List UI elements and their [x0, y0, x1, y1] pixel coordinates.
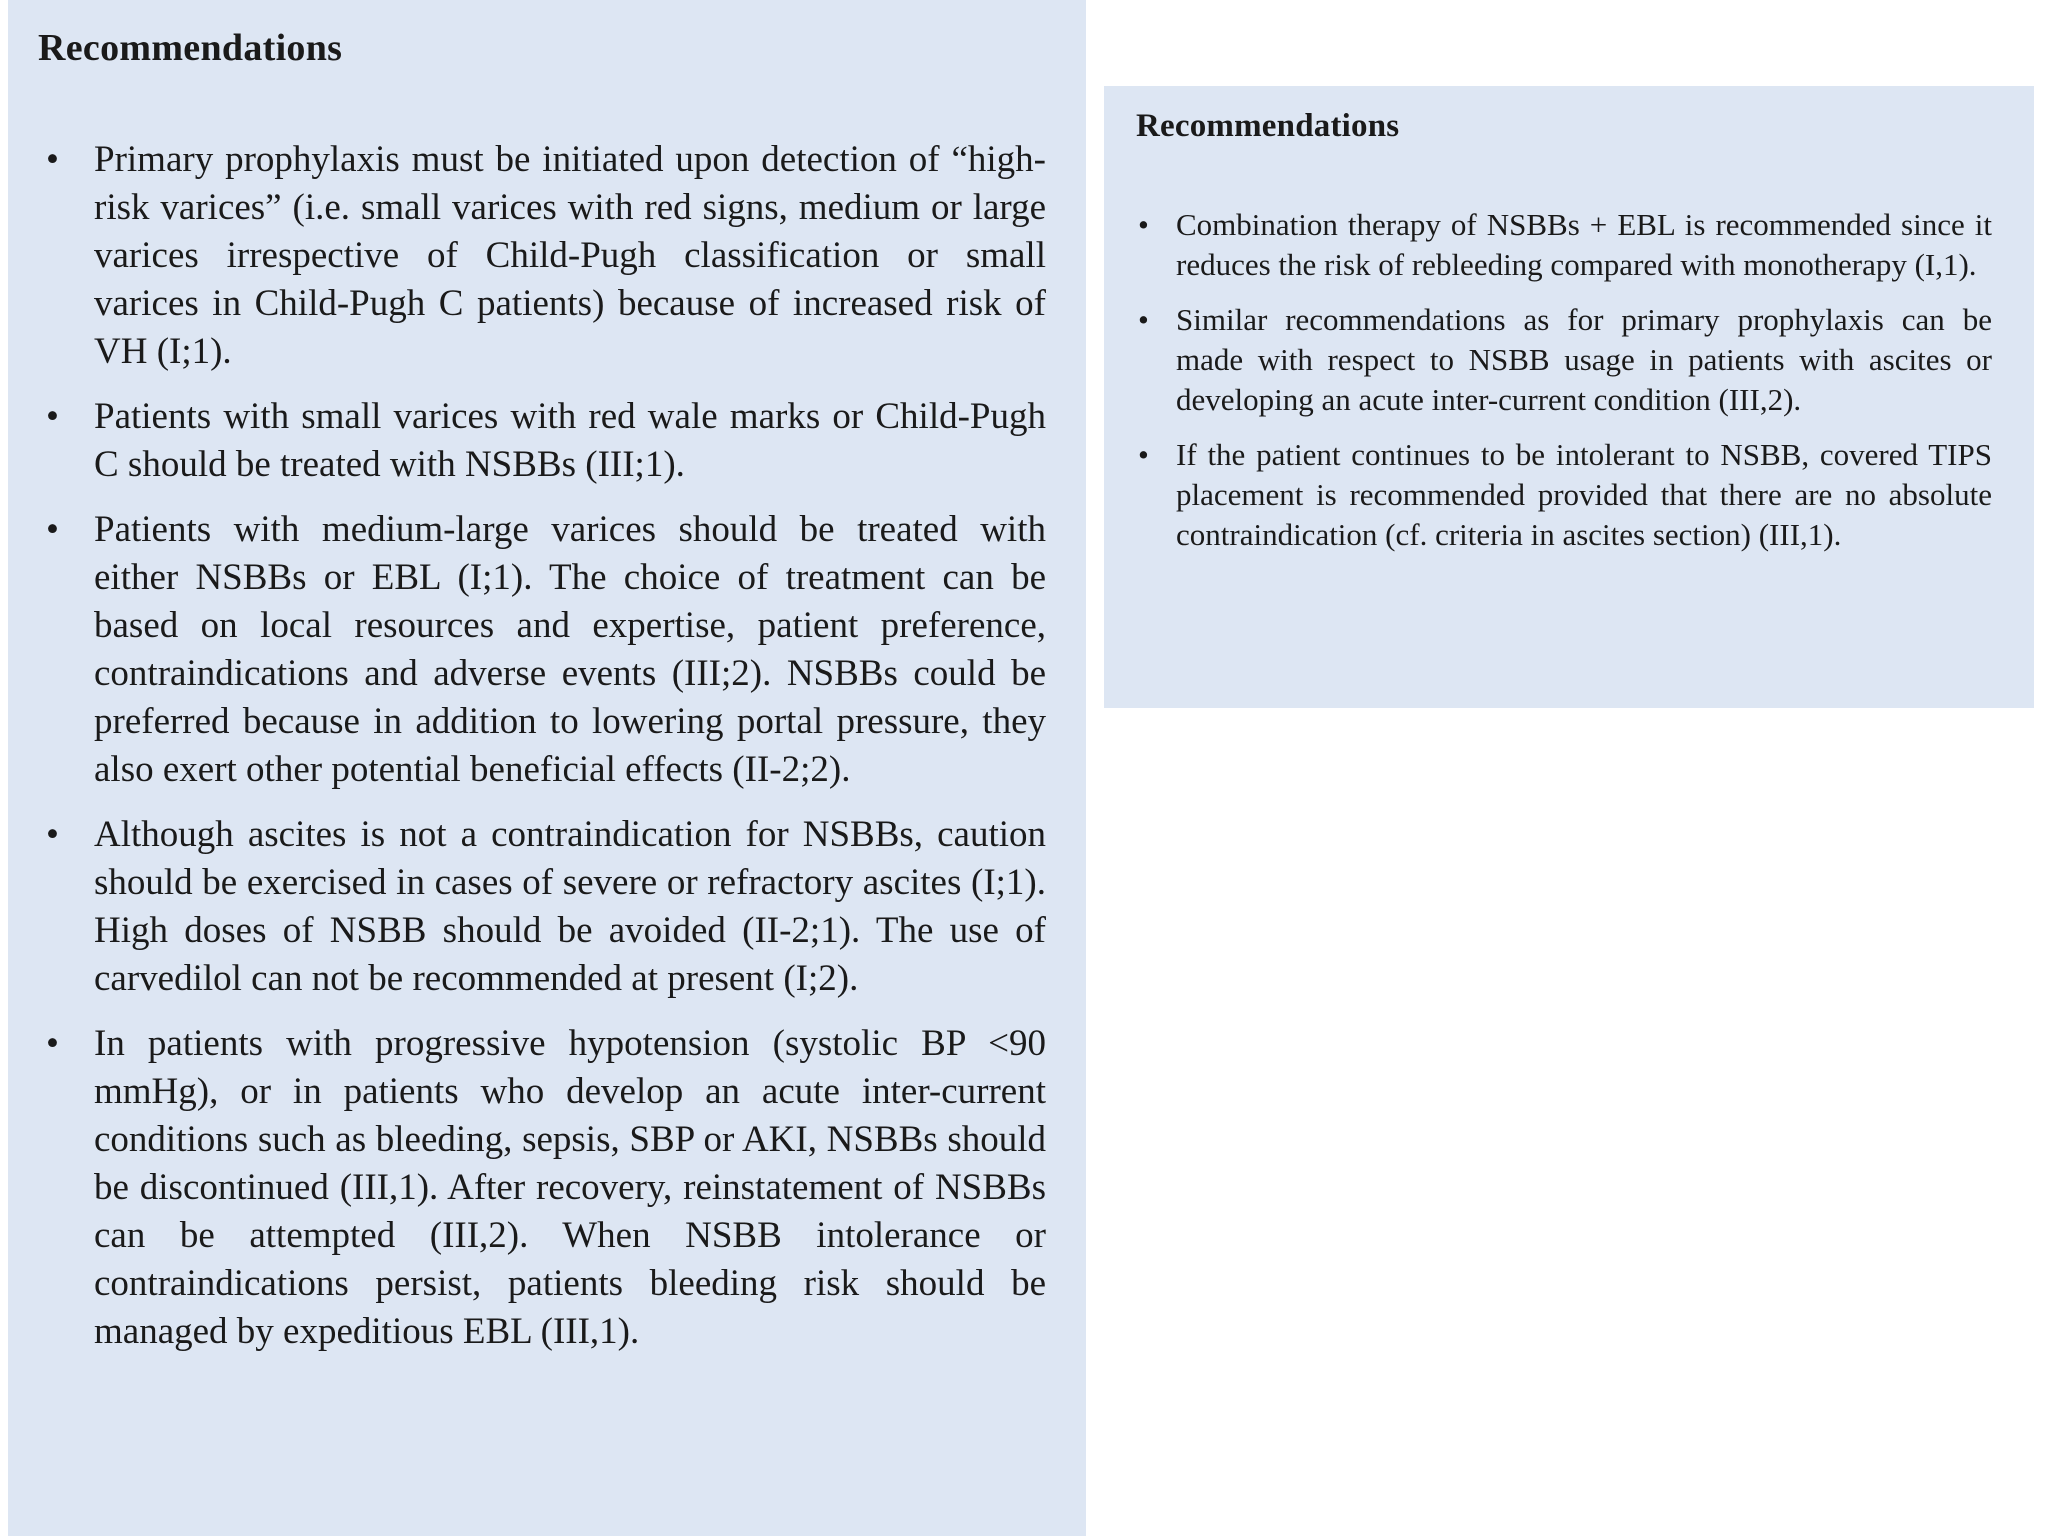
list-item	[1136, 300, 1992, 420]
list-item-text: Patients with medium-large varices should be treated with either NSBBs or EBL (I;1). The choice of treatment can be based on local resources and expertise, patient preference, contraindications and adverse events (III;2). NSBBs could be preferred because in addition to lowering portal pressure, they also exert other potential beneficial effects (II-2;2).	[94, 509, 1046, 790]
list-item	[38, 393, 1046, 489]
right-recommendations-list	[1136, 205, 1992, 555]
list-item	[38, 1020, 1046, 1356]
list-item	[1136, 435, 1992, 555]
list-item-text: Combination therapy of NSBBs + EBL is recommended since it reduces the risk of rebleeding compared with monotherapy (I,1).	[1176, 207, 1992, 282]
bullet-icon: •	[46, 139, 59, 180]
right-recommendations-heading: Recommendations	[1136, 108, 1400, 144]
bullet-icon: •	[46, 814, 59, 855]
bullet-icon: •	[46, 396, 59, 437]
list-item-text: Primary prophylaxis must be initiated upon detection of “high-risk varices” (i.e. small varices with red signs, medium or large varices irrespective of Child-Pugh classification or small varices in Child-Pugh C patients) because of increased risk of VH (I;1).	[94, 139, 1046, 372]
list-item	[38, 811, 1046, 1003]
bullet-icon: •	[46, 509, 59, 550]
list-item	[1136, 205, 1992, 285]
list-item	[38, 136, 1046, 376]
list-item-text: Similar recommendations as for primary prophylaxis can be made with respect to NSBB usage in patients with ascites or developing an acute inter-current condition (III,2).	[1176, 302, 1992, 417]
bullet-icon: •	[1138, 207, 1149, 242]
bullet-icon: •	[46, 1023, 59, 1064]
left-recommendations-box	[8, 0, 1086, 1536]
list-item-text: Although ascites is not a contraindication for NSBBs, caution should be exercised in cases of severe or refractory ascites (I;1). High doses of NSBB should be avoided (II-2;1). The use of carvedilol can not be recommended at present (I;2).	[94, 814, 1046, 999]
left-recommendations-list	[38, 136, 1046, 1356]
right-recommendations-box	[1104, 86, 2034, 708]
left-recommendations-heading: Recommendations	[38, 27, 343, 69]
list-item-text: If the patient continues to be intolerant to NSBB, covered TIPS placement is recommended provided that there are no absolute contraindication (cf. criteria in ascites section) (III,1).	[1176, 437, 1992, 552]
bullet-icon: •	[1138, 302, 1149, 337]
list-item-text: In patients with progressive hypotension (systolic BP <90 mmHg), or in patients who develop an acute inter-current conditions such as bleeding, sepsis, SBP or AKI, NSBBs should be discontinued (III,1). After recovery, reinstatement of NSBBs can be attempted (III,2). When NSBB intolerance or contraindications persist, patients bleeding risk should be managed by expeditious EBL (III,1).	[94, 1023, 1046, 1352]
list-item	[38, 506, 1046, 794]
bullet-icon: •	[1138, 437, 1149, 472]
list-item-text: Patients with small varices with red wale marks or Child-Pugh C should be treated with NSBBs (III;1).	[94, 396, 1046, 485]
